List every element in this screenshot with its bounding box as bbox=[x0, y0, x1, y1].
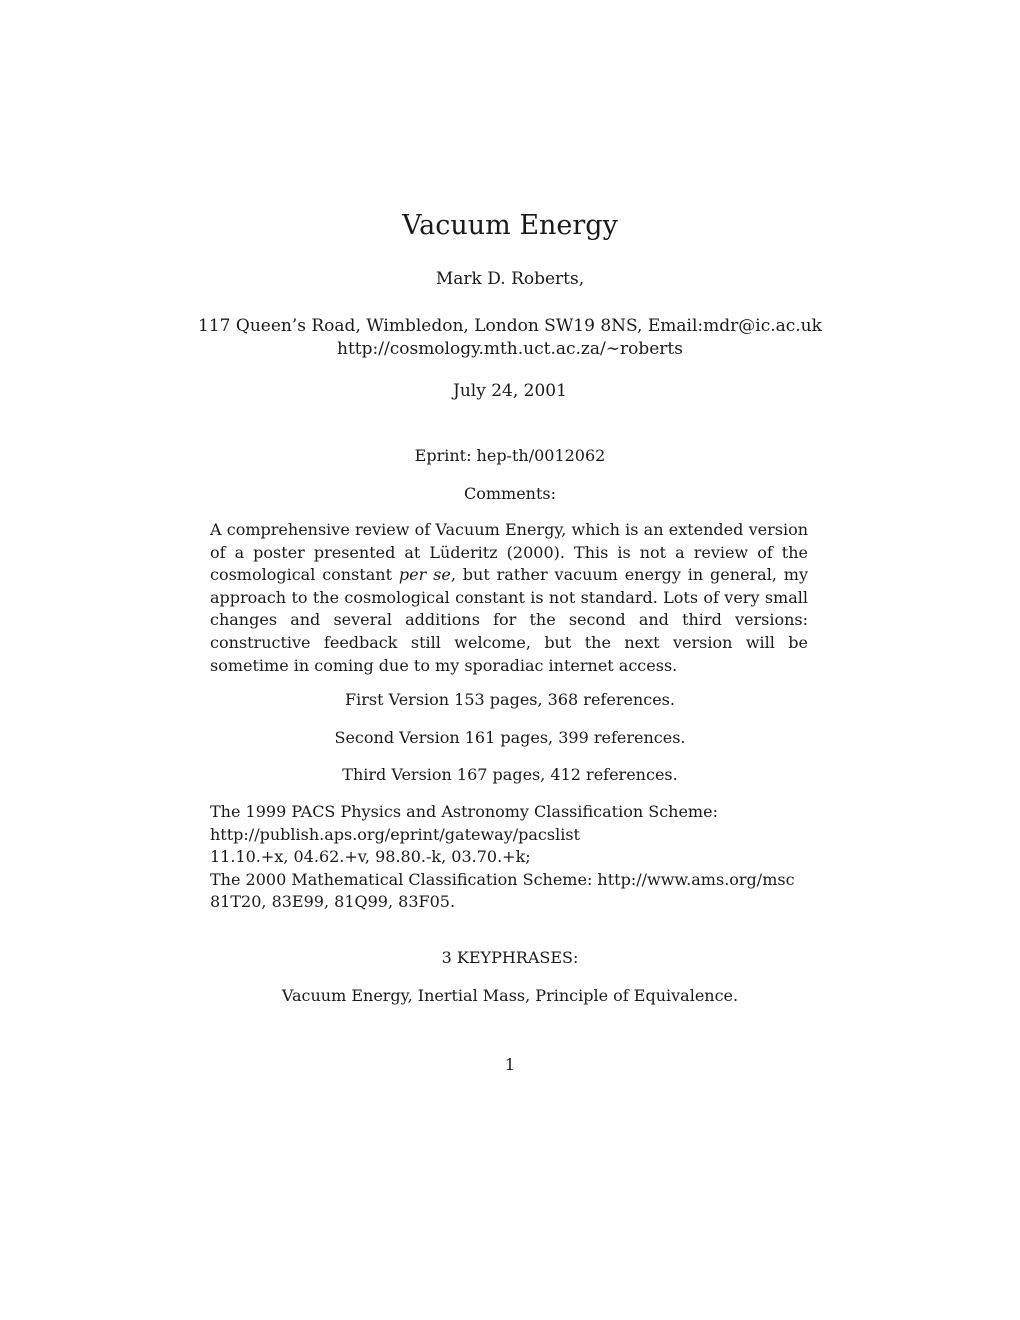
version-note: Second Version 161 pages, 399 references. bbox=[334, 728, 686, 747]
keyphrases-list: Vacuum Energy, Inertial Mass, Principle of Equivalence. bbox=[281, 986, 739, 1005]
abstract-emphasis: per se bbox=[398, 565, 451, 585]
classification-line: 81T20, 83E99, 81Q99, 83F05. bbox=[210, 892, 456, 912]
abstract-text: A comprehensive review of Vacuum Energy, which is an extended version of a poster presented at Lüderitz (2000). This is not a review of the cosmological constant bbox=[210, 520, 808, 585]
homepage-url: http://cosmology.mth.uct.ac.za/∼roberts bbox=[337, 339, 683, 359]
comments-heading: Comments: bbox=[463, 484, 557, 503]
classification-line: The 1999 PACS Physics and Astronomy Classification Scheme: bbox=[210, 802, 718, 821]
abstract-paragraph bbox=[210, 519, 808, 677]
author-address bbox=[0, 315, 1020, 361]
eprint-id: Eprint: hep-th/0012062 bbox=[414, 446, 606, 465]
version-note: Third Version 167 pages, 412 references. bbox=[342, 765, 678, 784]
page-number: 1 bbox=[504, 1055, 516, 1074]
classification-line: The 2000 Mathematical Classification Scheme: http://www.ams.org/msc bbox=[210, 869, 795, 889]
author-name: Mark D. Roberts, bbox=[435, 269, 585, 289]
keyphrases-heading: 3 KEYPHRASES: bbox=[441, 948, 579, 967]
classification-line: 11.10.+x, 04.62.+v, 98.80.-k, 03.70.+k; bbox=[210, 847, 531, 867]
address-line: 117 Queen’s Road, Wimbledon, London SW19 8NS, Email:mdr@ic.ac.uk bbox=[198, 316, 822, 336]
paper-title: Vacuum Energy bbox=[402, 210, 618, 241]
abstract-text: , but rather vacuum energy in general, my approach to the cosmological constant is not standard. Lots of very small changes and several additions for the second and third versions: constructive feedback still welcome, but the next version will be sometime in coming due to my sporadiac internet access. bbox=[210, 565, 809, 675]
classification-block bbox=[210, 801, 810, 914]
paper-date: July 24, 2001 bbox=[453, 381, 567, 401]
classification-line: http://publish.aps.org/eprint/gateway/pacslist bbox=[210, 824, 580, 844]
version-note: First Version 153 pages, 368 references. bbox=[345, 690, 675, 709]
